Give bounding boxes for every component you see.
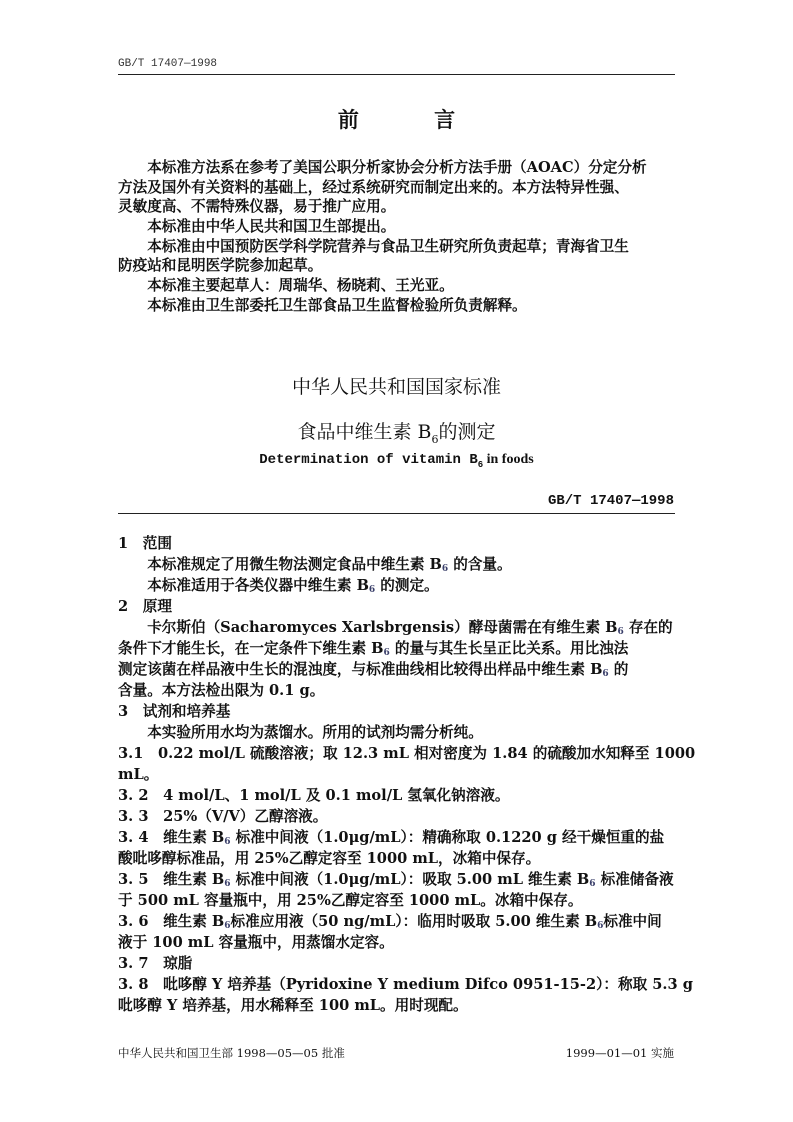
title-rule — [118, 513, 675, 514]
subscript: 6 — [224, 921, 231, 931]
text-segment: 3. 2 4 mol/L、1 mol/L 及 0.1 mol/L 氢氧化钠溶液。 — [118, 787, 510, 804]
text-segment: 标准中间 — [603, 913, 662, 930]
text-line — [118, 638, 678, 659]
text-line — [118, 743, 696, 764]
text-segment: 的测定。 — [375, 577, 439, 594]
text-segment: 3 试剂和培养基 — [118, 703, 231, 720]
subscript: 6 — [589, 879, 596, 889]
body-text — [118, 533, 696, 1016]
text-segment: 标准应用液（50 ng/mL）：临用时吸取 5.00 维生素 B — [230, 913, 598, 930]
text-line — [118, 575, 678, 596]
text-segment: 3. 6 维生素 B — [118, 913, 225, 930]
title-en-pre: Determination of vitamin B — [259, 452, 478, 468]
text-line — [118, 911, 678, 932]
effective-date: 1999—01—01 实施 — [565, 1046, 674, 1060]
text-segment: 标准中间液（1.0μg/mL）：吸取 5.00 mL 维生素 B — [230, 871, 590, 888]
standard-title-en — [0, 452, 793, 470]
subscript: 6 — [602, 669, 609, 679]
text-line — [118, 554, 678, 575]
title-en-sub: 6 — [477, 459, 484, 470]
text-segment: 本标准适用于各类仪器中维生素 B — [118, 577, 369, 594]
text-line — [118, 256, 678, 276]
text-line — [118, 596, 678, 617]
subscript: 6 — [383, 648, 390, 658]
text-segment: 本标准方法系在参考了美国公职分析家协会分析方法手册（AOAC）分定分析 — [118, 159, 647, 176]
title-en-post: in foods — [483, 452, 534, 467]
preface-text — [118, 158, 678, 316]
text-line — [118, 722, 678, 743]
text-segment: 存在的 — [623, 619, 673, 636]
text-segment: mL。 — [118, 766, 159, 783]
subscript: 6 — [617, 627, 624, 637]
text-line — [118, 785, 678, 806]
text-line — [118, 701, 678, 722]
title-cn-post: 的测定 — [438, 421, 496, 443]
text-segment: 的含量。 — [448, 556, 512, 573]
text-segment: 3.1 0.22 mol/L 硫酸溶液；取 12.3 mL 相对密度为 1.84 的硫酸加水知释至 1000 — [118, 745, 696, 762]
text-segment: 防疫站和昆明医学院参加起草。 — [118, 257, 323, 275]
text-line — [118, 848, 678, 869]
text-line — [118, 158, 678, 178]
title-cn-pre: 食品中维生素 B — [297, 421, 432, 443]
text-line — [118, 890, 678, 911]
title-cn-sub: 6 — [431, 432, 439, 446]
text-segment: 的量与其生长呈正比关系。用比浊法 — [389, 640, 629, 657]
text-segment: 条件下才能生长，在一定条件下维生素 B — [118, 640, 384, 657]
text-segment: 1 范围 — [118, 535, 172, 552]
text-segment: 于 500 mL 容量瓶中，用 25%乙醇定容至 1000 mL。冰箱中保存。 — [118, 892, 583, 909]
text-segment: 灵敏度高、不需特殊仪器，易于推广应用。 — [118, 198, 396, 216]
text-line — [118, 533, 678, 554]
text-line — [118, 974, 693, 995]
text-line — [118, 680, 678, 701]
text-line — [118, 237, 678, 257]
subscript: 6 — [224, 837, 231, 847]
subscript: 6 — [597, 921, 604, 931]
running-header-code: GB/T 17407—1998 — [118, 58, 218, 70]
text-segment: 本标准由卫生部委托卫生部食品卫生监督检验所负责解释。 — [118, 296, 527, 314]
text-line — [118, 178, 678, 198]
text-segment: 液于 100 mL 容量瓶中，用蒸馏水定容。 — [118, 934, 394, 951]
text-segment: 吡哆醇 Y 培养基，用水稀释至 100 mL。用时现配。 — [118, 997, 468, 1014]
text-segment: 含量。本方法检出限为 0.1 g。 — [118, 682, 325, 699]
text-segment: 本标准由中华人民共和国卫生部提出。 — [118, 218, 396, 236]
subscript: 6 — [441, 564, 449, 574]
text-segment: 的 — [608, 661, 629, 678]
text-segment: 方法及国外有关资料的基础上，经过系统研究而制定出来的。本方法特异性强、 — [118, 178, 629, 196]
text-segment: 标准中间液（1.0μg/mL）：精确称取 0.1220 g 经干燥恒重的盐 — [230, 829, 665, 846]
text-line — [118, 806, 678, 827]
text-line — [118, 659, 678, 680]
text-segment: 2 原理 — [118, 598, 172, 615]
text-line — [118, 827, 678, 848]
text-segment: 本标准由中国预防医学科学院营养与食品卫生研究所负责起草；青海省卫生 — [118, 237, 629, 255]
text-segment: 3. 8 吡哆醇 Y 培养基（Pyridoxine Y medium Difco 0951-15-2）：称取 5.3 g — [118, 976, 693, 993]
text-segment: 3. 3 25%（V/V）乙醇溶液。 — [118, 808, 328, 825]
text-segment: 酸吡哆醇标准品，用 25%乙醇定容至 1000 mL，冰箱中保存。 — [118, 850, 541, 867]
text-segment: 测定该菌在样品液中生长的混浊度，与标准曲线相比较得出样品中维生素 B — [118, 661, 603, 678]
subscript: 6 — [368, 585, 376, 595]
text-line — [118, 995, 678, 1016]
text-line — [118, 197, 678, 217]
subscript: 6 — [224, 879, 231, 889]
text-line — [118, 869, 678, 890]
approval-note: 中华人民共和国卫生部 1998—05—05 批准 — [118, 1046, 345, 1060]
national-standard-title: 中华人民共和国国家标准 — [291, 376, 501, 398]
text-line — [118, 276, 678, 296]
text-line — [118, 953, 678, 974]
text-segment: 本实验所用水均为蒸馏水。所用的试剂均需分析纯。 — [118, 724, 483, 741]
text-line — [118, 296, 678, 316]
text-line — [118, 764, 678, 785]
text-segment: 标准储备液 — [595, 871, 674, 888]
text-segment: 3. 7 琼脂 — [118, 955, 193, 972]
text-segment: 3. 4 维生素 B — [118, 829, 225, 846]
preface-title: 前 言 — [337, 107, 490, 132]
text-segment: 本标准主要起草人：周瑞华、杨晓莉、王光亚。 — [118, 277, 454, 295]
text-line — [118, 217, 678, 237]
text-segment: 3. 5 维生素 B — [118, 871, 225, 888]
standard-title-cn — [0, 417, 793, 446]
text-line — [118, 932, 678, 953]
text-line — [118, 617, 678, 638]
text-segment: 本标准规定了用微生物法测定食品中维生素 B — [118, 556, 442, 573]
standard-code: GB/T 17407—1998 — [547, 493, 674, 509]
header-rule — [118, 74, 675, 75]
text-segment: 卡尔斯伯（Sacharomyces Xarlsbrgensis）酵母菌需在有维生素 B — [118, 619, 618, 636]
